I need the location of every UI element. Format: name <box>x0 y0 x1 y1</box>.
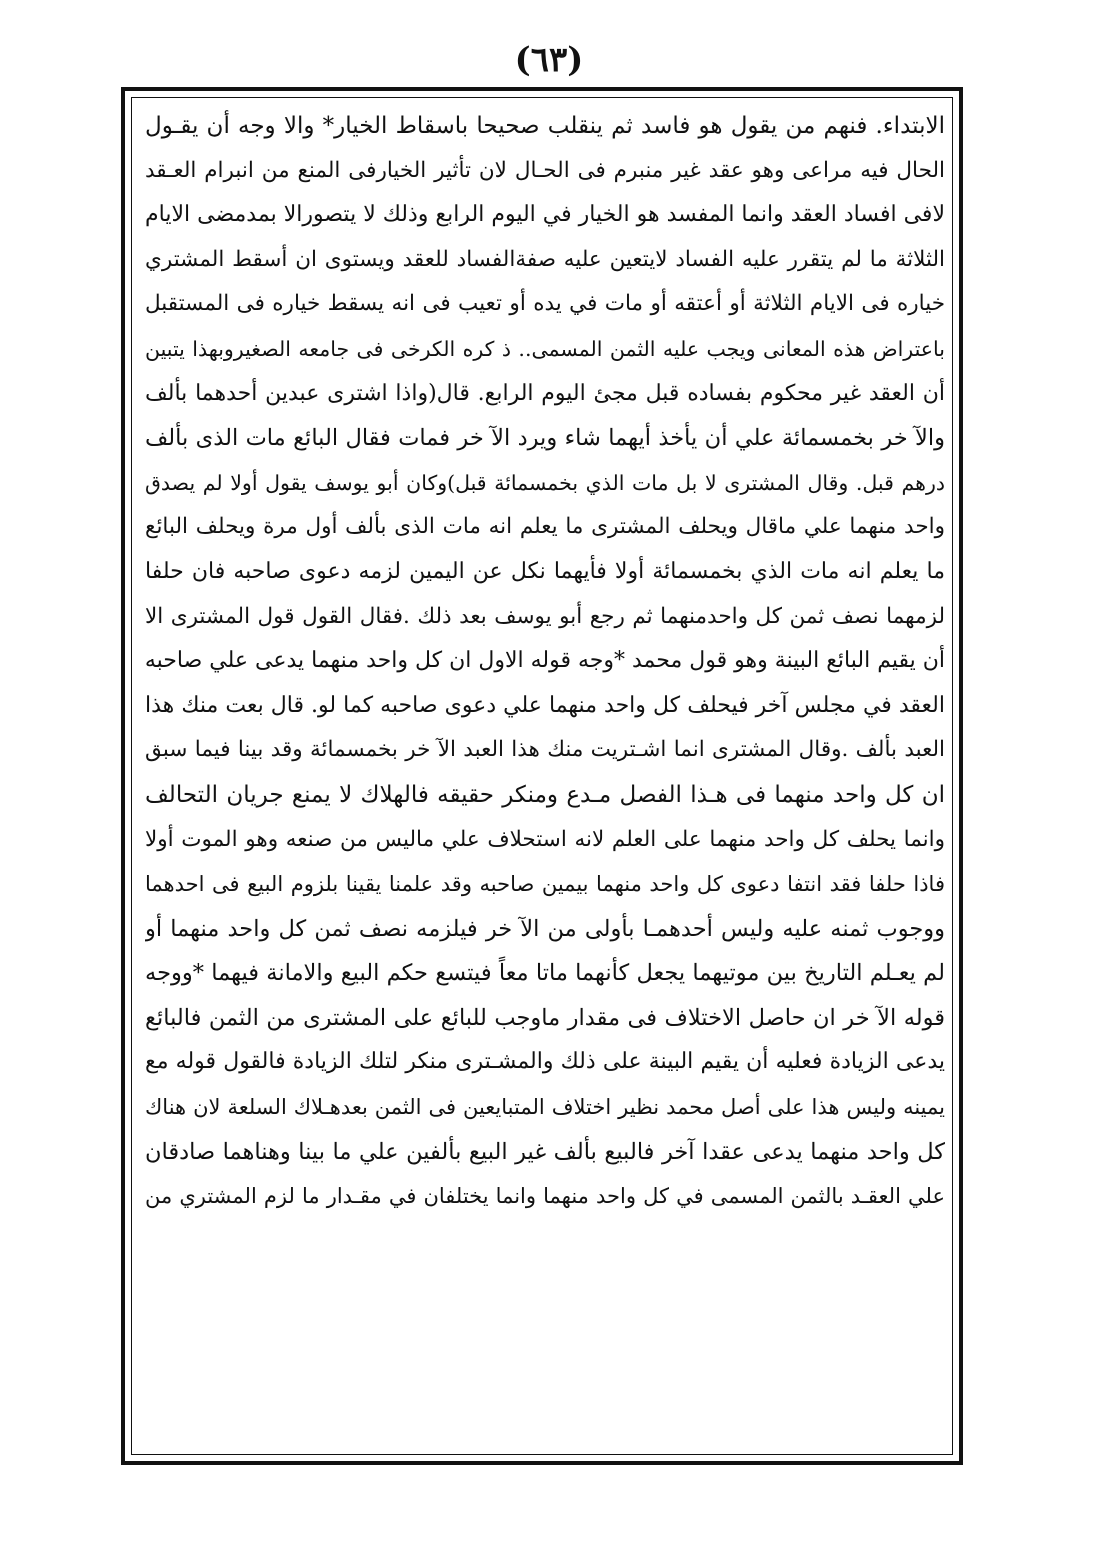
text-line: يدعى الزيادة فعليه أن يقيم البينة على ذلك والمشـترى منكر لتلك الزيادة فالقول قوله مع <box>145 1049 945 1075</box>
text-line: فاذا حلفا فقد انتفا دعوى كل واحد منهما بيمين صاحبه وقد علمنا يقينا بلزوم البيع فى احدهما <box>145 872 945 897</box>
text-line: الابتداء. فنهم من يقول هو فاسد ثم ينقلب صحيحا باسقاط الخيار* والا وجه أن يقـول <box>145 113 945 139</box>
text-line: قوله الآ خر ان حاصل الاختلاف فى مقدار ماوجب للبائع على المشترى من الثمن فالبائع <box>145 1004 945 1031</box>
text-line: العبد بألف .وقال المشترى انما اشـتريت منك هذا العبد الآ خر بخمسمائة وقد بينا فيما سبق <box>145 737 945 763</box>
text-line: كل واحد منهما يدعى عقدا آخر فالبيع بألف غير البيع بألفين علي ما بينا وهناهما صادقان <box>145 1138 945 1165</box>
text-line: أن العقد غير محكوم بفساده قبل مجئ اليوم الرابع. قال(واذا اشترى عبدين أحدهما بألف <box>145 380 945 406</box>
text-line: العقد في مجلس آخر فيحلف كل واحد منهما علي دعوى صاحبه كما لو. قال بعت منك هذا <box>145 692 945 718</box>
text-line: واحد منهما علي ماقال ويحلف المشترى ما يعلم انه مات الذى بألف أول مرة ويحلف البائع <box>145 514 945 540</box>
text-line: خياره فى الايام الثلاثة أو أعتقه أو مات في يده أو تعيب فى انه يسقط خياره فى المستقبل <box>145 291 945 317</box>
text-line: ما يعلم انه مات الذي بخمسمائة أولا فأيهما نكل عن اليمين لزمه دعوى صاحبه فان حلفا <box>145 558 945 584</box>
page-number: (٦٣) <box>514 40 584 80</box>
text-line: درهم قبل. وقال المشترى لا بل مات الذي بخمسمائة قبل)وكان أبو يوسف يقول أولا لم يصدق <box>145 470 945 495</box>
text-line: لم يعـلم التاريخ بين موتيهما يجعل كأنهما ماتا معاً فيتسع حكم البيع والامانة فيهما *ووجه <box>145 960 945 987</box>
text-line: أن يقيم البائع البينة وهو قول محمد *وجه قوله الاول ان كل واحد منهما يدعى علي صاحبه <box>145 648 945 674</box>
body-text <box>145 104 945 1449</box>
text-line: لافى افساد العقد وانما المفسد هو الخيار في اليوم الرابع وذلك لا يتصورالا بمدمضى الايام <box>145 202 945 228</box>
text-line: يمينه وليس هذا على أصل محمد نظير اختلاف المتبايعين فى الثمن بعدهـلاك السلعة لان هناك <box>145 1095 945 1120</box>
text-line: ان كل واحد منهما فى هـذا الفصل مـدع ومنكر حقيقه فالهلاك لا يمنع جريان التحالف <box>145 781 945 808</box>
text-line: الحال فيه مراعى وهو عقد غير منبرم فى الحـال لان تأثير الخيارفى المنع من انبرام العـقد <box>145 157 945 183</box>
text-line: باعتراض هذه المعانى ويجب عليه الثمن المسمى.. ذ كره الكرخى فى جامعه الصغيروبهذا يتبين <box>145 336 945 361</box>
text-line: وانما يحلف كل واحد منهما على العلم لانه استحلاف علي ماليس من صنعه وهو الموت أولا <box>145 826 945 852</box>
text-line: لزمهما نصف ثمن كل واحدمنهما ثم رجع أبو يوسف بعد ذلك .فقال القول قول المشترى الا <box>145 603 945 629</box>
text-line: علي العقـد بالثمن المسمى في كل واحد منهما وانما يختلفان في مقـدار ما لزم المشتري من <box>145 1184 945 1209</box>
text-line: والآ خر بخمسمائة علي أن يأخذ أيهما شاء ويرد الآ خر فمات فقال البائع مات الذى بألف <box>145 425 945 452</box>
text-line: الثلاثة ما لم يتقرر عليه الفساد لايتعين عليه صفةالفساد للعقد ويستوى ان أسقط المشتري <box>145 246 945 272</box>
text-line: ووجوب ثمنه عليه وليس أحدهمـا بأولى من الآ خر فيلزمه نصف ثمن كل واحد منهما أو <box>145 915 945 942</box>
